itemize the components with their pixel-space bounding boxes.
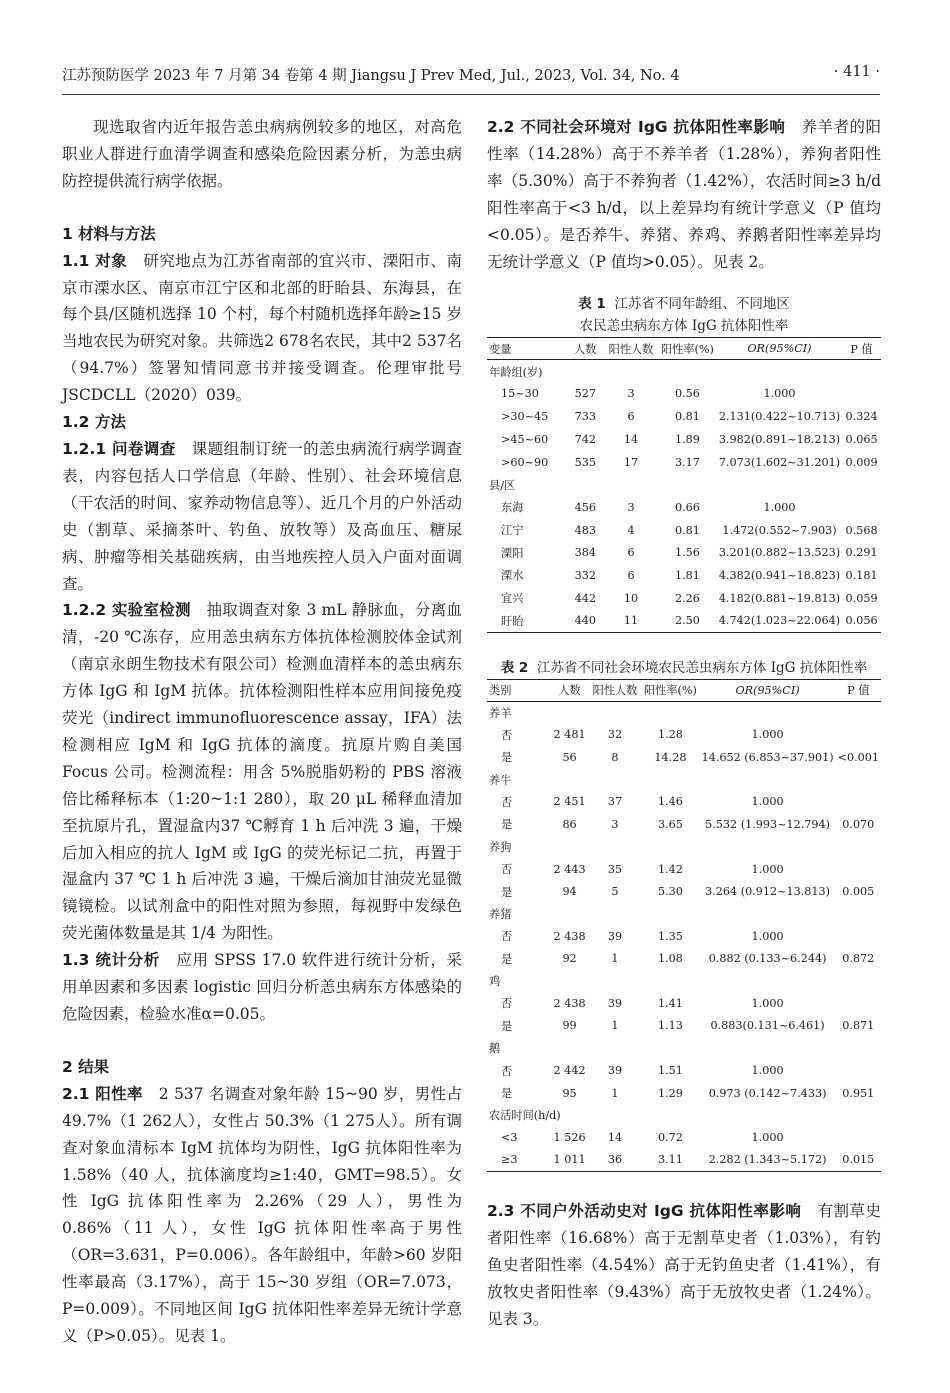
section-2-2-text: 养羊者的阳性率（14.28%）高于不养羊者（1.28%），养狗者阳性率（5.30%）高于不养狗者（1.42%），农活时间≥3 h/d 阳性率高于<3 h/d，以上差异均有统计学意义（P 值均<0.05）。是否养牛、养猪、养鸡、养鹅者阳性率差异均无统计学意义（P 值均>0.05）。见表 2。 [487, 118, 881, 271]
table-cell: 1.51 [657, 1064, 683, 1078]
table-group-row [487, 360, 881, 383]
table-cell: 1 [611, 1086, 619, 1100]
table-2-header-row [487, 679, 881, 701]
section-1-2-1 [62, 436, 462, 597]
table-group-row [487, 903, 881, 925]
table-cell: 0.882 (0.133~6.244) [708, 952, 827, 966]
table-cell: 7.073(1.602~31.201) [718, 455, 841, 469]
table-row [487, 880, 881, 902]
table-cell: 2.26 [674, 591, 700, 605]
table-group-label: 养猪 [489, 907, 512, 921]
table-cell: 1 526 [553, 1131, 586, 1145]
section-2-1-heading: 2.1 阳性率 [62, 1084, 143, 1103]
left-column [62, 114, 462, 1350]
table-cell: 1.28 [657, 728, 683, 742]
table-cell: 盱眙 [487, 610, 567, 633]
table-cell: 14.652 (6.853~37.901) [701, 750, 834, 764]
table-cell: 733 [574, 410, 596, 424]
table-cell: 3.982(0.891~18.213) [718, 432, 841, 446]
page-number: · 411 · [833, 64, 880, 80]
table-cell: 14.28 [654, 750, 687, 764]
table-cell: 3.17 [674, 455, 700, 469]
table-cell: <0.001 [837, 750, 879, 764]
table-cell: <3 [501, 1131, 518, 1145]
table-cell: 527 [574, 387, 596, 401]
table-cell: 1.46 [657, 795, 683, 809]
table-cell: 1.35 [657, 929, 683, 943]
table-header-cell: P 值 [842, 338, 881, 360]
table-cell: 0.291 [845, 546, 878, 560]
table-cell: 0.951 [842, 1086, 875, 1100]
table-cell: 0.070 [842, 817, 875, 831]
table-cell: >45~60 [501, 432, 549, 446]
table-cell [836, 1127, 881, 1149]
table-row [487, 947, 881, 969]
table-row [487, 1149, 881, 1171]
table-group-row [487, 836, 881, 858]
table-cell: 0.56 [674, 387, 700, 401]
table-cell [836, 992, 881, 1014]
table-cell: 1.000 [751, 996, 784, 1010]
table-header-cell: OR(95%CI) [717, 338, 842, 360]
section-2-3-heading: 2.3 不同户外活动史对 IgG 抗体阳性率影响 [487, 1201, 802, 1220]
table-cell: 东海 [501, 501, 524, 515]
table-cell: 2.282 (1.343~5.172) [700, 1149, 836, 1171]
table-cell: 1.000 [751, 929, 784, 943]
table-header-cell: 阳性人数 [589, 679, 642, 701]
table-cell: 2 438 [553, 996, 586, 1010]
table-group-label: 养狗 [489, 840, 512, 854]
table-row [487, 451, 881, 474]
table-cell [836, 858, 881, 880]
table-row [487, 496, 881, 519]
table-cell: 36 [589, 1149, 642, 1171]
table-group-row [487, 473, 881, 496]
table-cell: 14 [623, 432, 639, 446]
table-cell: 1.000 [763, 500, 796, 514]
section-1-2-2 [62, 597, 462, 947]
table-cell [836, 724, 881, 746]
table-cell: 是 [501, 751, 513, 765]
section-1-2-1-text: 课题组制订统一的恙虫病流行病学调查表，内容包括人口学信息（年龄、性别）、社会环境信息（干农活的时间、家养动物信息等）、近几个月的户外活动史（割草、采摘茶叶、钓鱼、放牧等）及高血压、糖尿病、肿瘤等相关基础疾病，由当地疾控人员入户面对面调查。 [62, 439, 463, 593]
table-cell: 1.13 [657, 1019, 683, 1033]
table-cell: 0.056 [842, 610, 881, 633]
table-cell: 否 [501, 930, 513, 944]
table-group-row [487, 701, 881, 723]
table-group-label: 鹅 [489, 1042, 501, 1056]
table-cell: 10 [623, 591, 639, 605]
table-cell: 56 [562, 750, 577, 764]
table-cell: 1 011 [551, 1149, 589, 1171]
table-row [487, 813, 881, 835]
running-header [62, 64, 880, 90]
table-cell: 39 [607, 996, 623, 1010]
right-column [487, 114, 881, 1332]
table-cell: 0.81 [674, 410, 700, 424]
table-cell: 440 [567, 610, 604, 633]
table-row [487, 587, 881, 610]
table-group-label: 养羊 [489, 706, 512, 720]
table-cell: 否 [501, 1064, 513, 1078]
table-cell: 溧水 [501, 569, 524, 583]
table-cell: 5 [611, 885, 619, 898]
table-cell: 1.472(0.552~7.903) [722, 523, 837, 537]
table-row [487, 428, 881, 451]
table-cell: ≥3 [487, 1149, 551, 1171]
section-1-1-text: 研究地点为江苏省南部的宜兴市、溧阳市、南京市溧水区、南京市江宁区和北部的盱眙县、东海县，在每个县/区随机选择 10 个村，每个村随机选择年龄≥15 岁当地农民为研究对象。共筛选2 678名农民，其中2 537名（94.7%）签署知情同意书并接受调查。伦理审批号 JSCDCLL（2020）039。 [62, 251, 462, 405]
table-cell: 5.532 (1.993~12.794) [705, 817, 830, 831]
table-row [487, 858, 881, 880]
section-1-1 [62, 248, 462, 409]
table-row [487, 405, 881, 428]
table-cell: 溧阳 [501, 546, 524, 560]
table-cell: 0.81 [674, 523, 700, 537]
table-cell: 8 [611, 750, 619, 764]
section-1-heading: 1 材料与方法 [62, 224, 156, 243]
table-cell: 39 [607, 1064, 623, 1078]
table-row [487, 1015, 881, 1037]
table-row [487, 1127, 881, 1149]
section-1-3-text: 应用 SPSS 17.0 软件进行统计分析，采用单因素和多因素 logistic 回归分析恙虫病东方体感染的危险因素，检验水准α=0.05。 [62, 951, 462, 1023]
table-header-cell: 变量 [487, 338, 567, 360]
table-cell: 0.009 [845, 455, 878, 469]
table-cell: 0.059 [845, 591, 878, 605]
table-cell: 6 [627, 410, 635, 424]
table-cell: 17 [623, 455, 639, 469]
table-cell: 0.72 [657, 1131, 683, 1145]
table-cell: 3.65 [657, 817, 683, 831]
section-2-3-text: 有割草史者阳性率（16.68%）高于无割草史者（1.03%），有钓鱼史者阳性率（4.54%）高于无钓鱼史者（1.41%），有放牧史者阳性率（9.43%）高于无放牧史者（1.24%）。见表 3。 [487, 1201, 881, 1328]
table-header-cell: 阳性率(%) [658, 338, 717, 360]
table-group-label: 农活时间(h/d) [489, 1109, 561, 1123]
table-row [487, 564, 881, 587]
section-2-heading: 2 结果 [62, 1057, 110, 1076]
table-cell: 4.742(1.023~22.064) [717, 610, 842, 633]
table-group-label: 县/区 [489, 478, 516, 492]
table-group-row [487, 1037, 881, 1059]
table-row [487, 746, 881, 768]
table-cell: 3 [611, 817, 619, 831]
table-cell: 95 [562, 1086, 577, 1100]
table-cell: 1.29 [657, 1086, 683, 1100]
table-row [487, 791, 881, 813]
table-1-caption-line2: 农民恙虫病东方体 IgG 抗体阳性率 [579, 318, 789, 335]
table-cell: 3.264 (0.912~13.813) [705, 885, 830, 898]
table-cell: 742 [574, 432, 596, 446]
table-cell: 483 [574, 523, 596, 537]
table-cell: 2.131(0.422~10.713) [718, 410, 841, 424]
table-cell: 1 [611, 952, 619, 966]
table-cell: 1.42 [657, 862, 683, 876]
table-cell: 32 [607, 728, 623, 742]
table-cell: 2 451 [553, 795, 586, 809]
table-group-label: 年龄组(岁) [489, 365, 543, 379]
table-cell [842, 383, 881, 406]
table-row [487, 992, 881, 1014]
table-cell: 4 [627, 523, 635, 537]
table-cell: 15~30 [501, 387, 539, 401]
table-cell: 92 [562, 952, 577, 966]
section-1-2-heading: 1.2 方法 [62, 413, 126, 432]
table-cell: 1.56 [674, 546, 700, 560]
table-cell: 是 [501, 1019, 513, 1033]
table-header-cell: 人数 [551, 679, 589, 701]
table-cell: 否 [501, 728, 513, 742]
table-header-cell: P 值 [836, 679, 881, 701]
section-1-2-1-heading: 1.2.1 问卷调查 [62, 439, 176, 458]
table-cell: 1.000 [751, 795, 784, 809]
table-cell: 0.568 [845, 523, 878, 537]
table-cell [836, 925, 881, 947]
table-row [487, 1059, 881, 1081]
table-cell: 4.182(0.881~19.813) [718, 591, 841, 605]
table-cell: 6 [627, 546, 635, 560]
table-cell: 3.11 [641, 1149, 699, 1171]
intro-paragraph: 现选取省内近年报告恙虫病病例较多的地区，对高危职业人群进行血清学调查和感染危险因素分析，为恙虫病防控提供流行病学依据。 [62, 118, 462, 190]
table-cell: 是 [501, 885, 513, 899]
table-group-label: 养牛 [489, 773, 512, 787]
table-cell: 2.50 [658, 610, 717, 633]
table-cell: 94 [562, 885, 577, 898]
section-1-3 [62, 947, 462, 1028]
section-2-2-heading: 2.2 不同社会环境对 IgG 抗体阳性率影响 [487, 118, 786, 136]
table-cell: 3 [627, 500, 635, 514]
table-row [487, 519, 881, 542]
section-2-3 [487, 1198, 881, 1333]
table-cell: 1.41 [657, 996, 683, 1010]
section-2-1 [62, 1081, 462, 1350]
table-cell: 1.08 [657, 952, 683, 966]
table-cell: 0.015 [836, 1149, 881, 1171]
table-cell: 是 [501, 952, 513, 966]
table-cell: 442 [574, 591, 596, 605]
section-1-2-2-heading: 1.2.2 实验室检测 [62, 601, 191, 620]
table-cell: 0.005 [842, 885, 875, 898]
table-cell: 0.065 [845, 432, 878, 446]
table-cell: 3 [627, 387, 635, 401]
table-cell: 535 [574, 455, 596, 469]
table-row [487, 724, 881, 746]
table-cell: 1 [611, 1019, 619, 1033]
table-cell: 37 [607, 795, 623, 809]
table-cell: 11 [604, 610, 658, 633]
table-2 [487, 679, 881, 1172]
table-cell: 否 [501, 863, 513, 877]
table-cell: 是 [501, 1087, 513, 1101]
table-cell: >60~90 [501, 455, 549, 469]
table-cell: 332 [574, 568, 596, 582]
table-cell: 2 481 [553, 728, 586, 742]
table-cell: 0.324 [845, 410, 878, 424]
table-header-cell: OR(95%CI) [700, 679, 836, 701]
table-cell [836, 1059, 881, 1081]
table-cell: 6 [627, 568, 635, 582]
table-row [487, 610, 881, 633]
table-header-cell: 阳性率(%) [641, 679, 699, 701]
table-cell: 14 [607, 1131, 623, 1145]
header-rule [62, 94, 880, 95]
table-cell: 456 [574, 500, 596, 514]
table-cell: 5.30 [657, 885, 683, 898]
table-cell: 3.201(0.882~13.523) [718, 546, 841, 560]
table-header-cell: 类别 [487, 679, 551, 701]
table-cell: 35 [607, 862, 623, 876]
table-1-header-row [487, 338, 881, 360]
table-cell: 0.973 (0.142~7.433) [708, 1086, 827, 1100]
section-2-2 [487, 114, 881, 275]
table-row [487, 1082, 881, 1104]
table-cell: 江宁 [501, 524, 524, 538]
table-1 [487, 337, 881, 632]
table-cell: 39 [607, 929, 623, 943]
table-2-caption: 表 2 江苏省不同社会环境农民恙虫病东方体 IgG 抗体阳性率 [500, 659, 868, 676]
table-cell: 否 [501, 997, 513, 1011]
table-row [487, 925, 881, 947]
table-cell: >30~45 [501, 410, 549, 424]
table-row [487, 383, 881, 406]
table-cell: 4.382(0.941~18.823) [718, 568, 841, 582]
table-cell: 1.89 [674, 432, 700, 446]
table-cell: 1.000 [751, 1064, 784, 1078]
table-cell: 0.181 [845, 568, 878, 582]
table-cell: 2 438 [553, 929, 586, 943]
table-cell: 0.66 [674, 500, 700, 514]
table-cell: 384 [574, 546, 596, 560]
table-cell: 2 442 [553, 1064, 586, 1078]
table-cell: 99 [562, 1019, 577, 1033]
table-cell: 1.000 [751, 862, 784, 876]
section-1-1-heading: 1.1 对象 [62, 251, 128, 270]
table-cell: 86 [562, 817, 577, 831]
table-cell: 0.872 [842, 952, 875, 966]
table-cell: 1.81 [674, 568, 700, 582]
table-cell: 2 443 [553, 862, 586, 876]
section-1-3-heading: 1.3 统计分析 [62, 951, 160, 970]
table-cell: 0.883(0.131~6.461) [710, 1019, 825, 1033]
table-cell: 宜兴 [501, 592, 524, 606]
table-header-cell: 人数 [567, 338, 604, 360]
table-cell: 1.000 [751, 1131, 784, 1145]
table-cell: 1.000 [763, 387, 796, 401]
table-group-row [487, 768, 881, 790]
table-group-row [487, 970, 881, 992]
table-header-cell: 阳性人数 [604, 338, 658, 360]
table-cell: 0.871 [842, 1019, 875, 1033]
table-row [487, 541, 881, 564]
section-1-2-2-text: 抽取调查对象 3 mL 静脉血，分离血清，-20 ℃冻存，应用恙虫病东方体抗体检测胶体金试剂（南京永朗生物技术有限公司）检测血清样本的恙虫病东方体 IgG 和 IgM 抗体。抗体检测阳性样本应用间接免疫荧光（indirect immunofluorescence assay，IFA）法检测相应 IgM 和 IgG 抗体的滴度。抗原片购自美国 Focus 公司。检测流程：用含 5%脱脂奶粉的 PBS 溶液倍比稀释标本（1:20~1:1 280），取 20 μL 稀释血清加至抗原片孔，置湿盒内37 ℃孵育 1 h 后冲洗 3 遍，干燥后加入相应的抗人 IgM 或 IgG 的荧光标记二抗，再置于湿盒内 37 ℃ 1 h 后冲洗 3 遍，干燥后滴加甘油荧光显微镜镜检。以试剂盒中的阳性对照为参照，每视野中发绿色荧光菌体数量是其 1/4 为阳性。 [62, 601, 463, 943]
table-cell: 否 [501, 795, 513, 809]
table-cell: 是 [501, 818, 513, 832]
table-group-label: 鸡 [489, 975, 501, 989]
table-1-caption: 表 1 江苏省不同年龄组、不同地区 [578, 296, 790, 313]
table-cell [836, 791, 881, 813]
table-cell [842, 496, 881, 519]
section-2-1-text: 2 537 名调查对象年龄 15~90 岁，男性占 49.7%（1 262人），女性占 50.3%（1 275人）。所有调查对象血清标本 IgM 抗体均为阴性，IgG 抗体阳性率为 1.58%（40 人，抗体滴度均≥1:40，GMT=98.5）。女性 IgG 抗体阳性率为 2.26%（29 人），男性为 0.86%（11 人），女性 IgG 抗体阳性率高于男性（OR=3.631，P=0.006）。各年龄组中，年龄>60 岁阳性率最高（3.17%），高于 15~30 岁组（OR=7.073，P=0.009）。不同地区间 IgG 抗体阳性率差异无统计学意义（P>0.05）。见表 1。 [62, 1084, 463, 1345]
journal-citation: 江苏预防医学 2023 年 7 月第 34 卷第 4 期 Jiangsu J Prev Med, Jul., 2023, Vol. 34, No. 4 [62, 68, 680, 84]
table-group-row [487, 1104, 881, 1126]
table-cell: 1.000 [751, 728, 784, 742]
